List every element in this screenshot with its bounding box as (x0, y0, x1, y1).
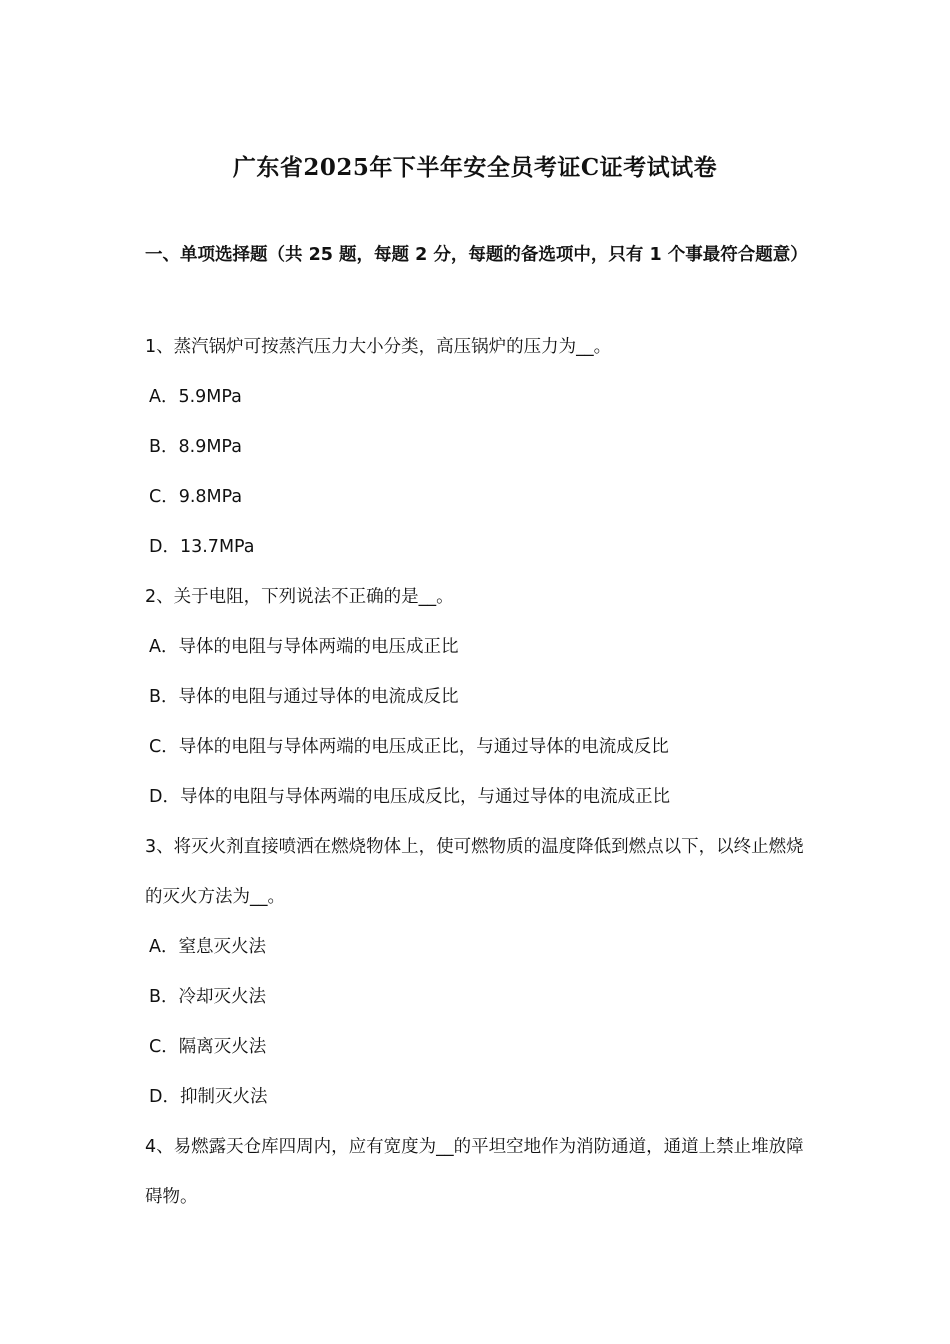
option-b: B．导体的电阻与通过导体的电流成反比 (149, 687, 459, 707)
option-c: C．隔离灭火法 (149, 1037, 267, 1057)
option-a: A．导体的电阻与导体两端的电压成正比 (149, 637, 459, 657)
option-a: A．5.9MPa (149, 387, 242, 407)
option-a: A．窒息灭火法 (149, 937, 266, 957)
question-stem: 1、蒸汽锅炉可按蒸汽压力大小分类，高压锅炉的压力为__。 (145, 337, 612, 357)
question-1 (145, 322, 815, 572)
question-4 (145, 1122, 815, 1222)
option-d: D．13.7MPa (149, 537, 255, 557)
question-stem: 4、易燃露天仓库四周内，应有宽度为__的平坦空地作为消防通道，通道上禁止堆放障碍物。 (145, 1137, 804, 1207)
question-2 (145, 572, 815, 822)
section-heading: 一、单项选择题（共 25 题，每题 2 分，每题的备选项中，只有 1 个事最符合题意） (145, 245, 808, 265)
question-list (145, 322, 815, 1222)
document-title: 广东省2025年下半年安全员考证C证考试试卷 (232, 154, 718, 181)
option-d: D．抑制灭火法 (149, 1087, 268, 1107)
question-3 (145, 822, 815, 1122)
option-c: C．导体的电阻与导体两端的电压成正比，与通过导体的电流成反比 (149, 737, 669, 757)
option-c: C．9.8MPa (149, 487, 243, 507)
question-stem: 3、将灭火剂直接喷洒在燃烧物体上，使可燃物质的温度降低到燃点以下，以终止燃烧的灭火方法为__。 (145, 837, 804, 907)
option-d: D．导体的电阻与导体两端的电压成反比，与通过导体的电流成正比 (149, 787, 670, 807)
question-stem: 2、关于电阻，下列说法不正确的是__。 (145, 587, 454, 607)
option-b: B．8.9MPa (149, 437, 242, 457)
option-b: B．冷却灭火法 (149, 987, 267, 1007)
